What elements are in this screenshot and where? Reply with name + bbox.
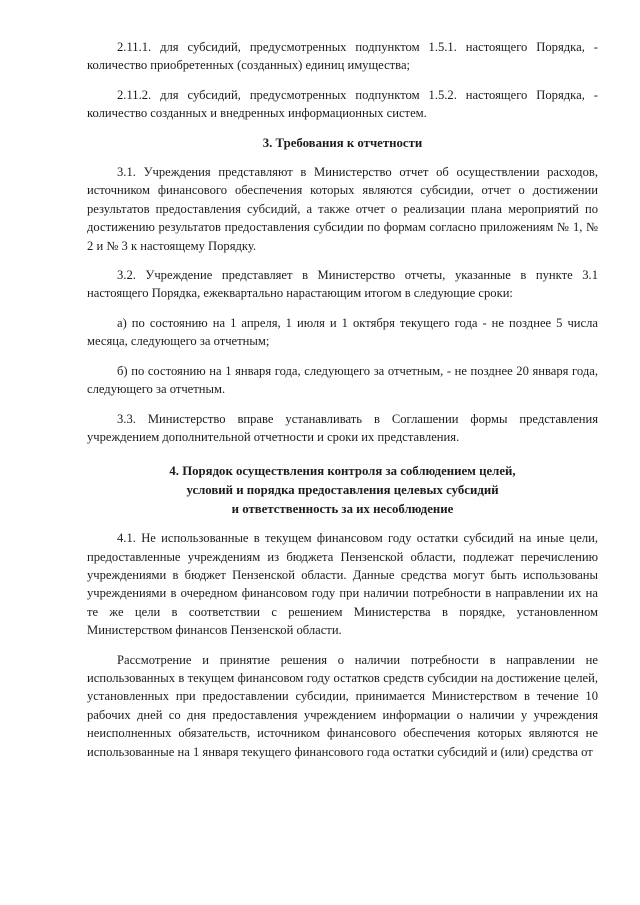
paragraph-3-2-a: а) по состоянию на 1 апреля, 1 июля и 1 октября текущего года - не позднее 5 числа месяца, следующего за отчетным; [87, 315, 598, 349]
paragraph-2-11-2: 2.11.2. для субсидий, предусмотренных подпунктом 1.5.2. настоящего Порядка, - количество созданных и внедренных информационных систем. [87, 87, 598, 121]
paragraph-4-1: 4.1. Не использованные в текущем финансовом году остатки субсидий на иные цели, предоставленные учреждениям из бюджета Пензенской области, подлежат перечислению учреждениями в бюджет Пензенской области. Данные средства могут быть использованы учреждениями в очередном финансовом году при наличии потребности в направлении их на те же цели в соответствии с решением Министерства в порядке, установленном Министерством финансов Пензенской области. [87, 531, 598, 638]
paragraph-2-11-1: 2.11.1. для субсидий, предусмотренных подпунктом 1.5.1. настоящего Порядка, - количество приобретенных (созданных) единиц имущества; [87, 40, 598, 73]
section-4-heading-line-2: условий и порядка предоставления целевых субсидий [186, 482, 499, 497]
section-4-heading-line-3: и ответственность за их несоблюдение [231, 501, 454, 516]
document-page [87, 38, 598, 772]
section-4-heading-line-1: 4. Порядок осуществления контроля за соблюдением целей, [169, 464, 516, 479]
section-4-heading [87, 462, 598, 518]
paragraph-3-3: 3.3. Министерство вправе устанавливать в Соглашении формы представления учреждением дополнительной отчетности и сроки их представления. [87, 411, 598, 444]
paragraph-3-2-b: б) по состоянию на 1 января года, следующего за отчетным, - не позднее 20 января года, следующего за отчетным. [87, 363, 598, 397]
section-3-heading: 3. Требования к отчетности [262, 135, 423, 150]
paragraph-3-2: 3.2. Учреждение представляет в Министерство отчеты, указанные в пункте 3.1 настоящего Порядка, ежеквартально нарастающим итогом в следующие сроки: [87, 268, 598, 301]
paragraph-3-1: 3.1. Учреждения представляют в Министерство отчет об осуществлении расходов, источником финансового обеспечения которых являются субсидии, отчет о достижении результатов предоставления субсидий, а также отчет о реализации плана мероприятий по достижению результатов предоставления субсидии по формам согласно приложениям № 1, № 2 и № 3 к настоящему Порядку. [87, 165, 598, 253]
paragraph-4-1-review: Рассмотрение и принятие решения о наличии потребности в направлении не использованных в текущем финансовом году остатков средств субсидии на достижение целей, установленных при предоставлении субсидии, принимается Министерством в течение 10 рабочих дней со дня предоставления учреждением информации о наличии у учреждения неисполненных обязательств, источником финансового обеспечения которых являются не использованные на 1 января текущего финансового года остатки субсидий и (или) средства от [87, 652, 598, 759]
